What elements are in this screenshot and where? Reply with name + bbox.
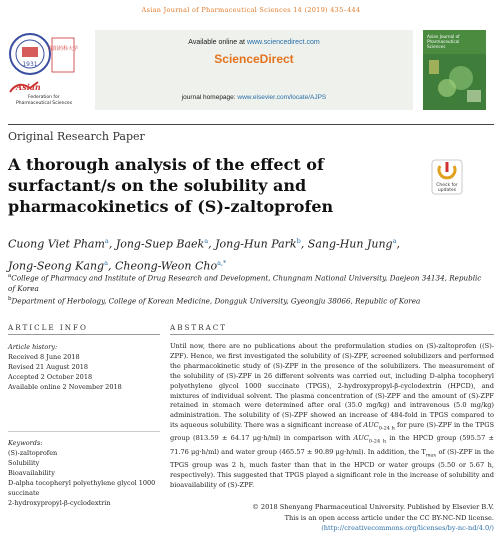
svg-text:Pharmaceutical: Pharmaceutical xyxy=(427,39,460,44)
keyword: Bioavailability xyxy=(8,469,55,477)
auc-subscript: 0-24 h xyxy=(378,425,395,432)
publisher-banner xyxy=(95,30,413,110)
svg-text:Asian: Asian xyxy=(16,82,41,92)
author-list xyxy=(8,232,418,275)
available-online-line xyxy=(95,39,413,46)
article-info-rule xyxy=(8,334,160,335)
history-item: Accepted 2 October 2018 xyxy=(8,373,93,381)
auc-term: AUC xyxy=(363,421,379,430)
auc-subscript: 0-24 h xyxy=(368,438,387,445)
author-name: Jong-Suep Baek xyxy=(115,237,205,251)
journal-header: Asian Journal of Pharmaceutical Sciences 14 (2019) 435–444 xyxy=(141,6,361,14)
header-rule xyxy=(8,124,494,125)
license-line: This is an open access article under the CC BY-NC-ND license. xyxy=(284,513,494,522)
article-history xyxy=(8,342,163,392)
affiliation-mark: a xyxy=(8,273,12,279)
affiliation xyxy=(8,271,488,294)
keywords-label: Keywords: xyxy=(8,439,43,447)
abstract-heading: ABSTRACT xyxy=(170,323,228,332)
svg-text:Check for: Check for xyxy=(436,183,458,188)
svg-text:沈阳药科大学: 沈阳药科大学 xyxy=(47,46,78,52)
journal-homepage-line xyxy=(95,94,413,101)
history-label: Article history: xyxy=(8,343,58,351)
license-link[interactable]: (http://creativecommons.org/licenses/by-nc-nd/4.0/) xyxy=(321,524,494,532)
journal-cover xyxy=(423,30,486,110)
keywords-rule xyxy=(8,431,160,432)
keyword: 2-hydroxypropyl-β-cyclodextrin xyxy=(8,499,111,507)
author-affiliation-mark[interactable]: a xyxy=(392,237,397,245)
affiliation-text: Department of Herbology, College of Korean Medicine, Dongguk University, Gyeongju 38066, Republic of Korea xyxy=(11,296,421,306)
author-name: Cheong-Weon Cho xyxy=(114,259,218,273)
author-affiliation-mark[interactable]: b xyxy=(296,237,301,245)
article-title: A thorough analysis of the effect of surfactant/s on the solubility and pharmacokinetics of (S)-zaltoprofen xyxy=(8,155,334,216)
history-item: Revised 21 August 2018 xyxy=(8,363,89,371)
auc-term: AUC xyxy=(353,434,369,443)
cover-image xyxy=(423,30,486,110)
affiliation-mark: b xyxy=(8,296,12,303)
keyword: D-alpha tocopheryl polyethylene glycol 1000 succinate xyxy=(8,479,156,497)
check-for-updates-badge[interactable] xyxy=(430,158,464,196)
abstract-text xyxy=(170,342,494,491)
keyword: Solubility xyxy=(8,459,40,467)
sciencedirect-link[interactable]: www.sciencedirect.com xyxy=(246,39,320,46)
abstract-part: Until now, there are no publications about the preformulation studies on (S)-zaltoprofen ((S)-ZPF). Hence, we first investigated the solubility of (S)-ZPF, screened solubilizers and performed the pharmacokinetic study of (S)-ZPF in the presence of the solubilizers. The measurement of the solubility of (S)-ZPF in 26 different solvents was carried out, including D-alpha tocopheryl polyethylene glycol 1000 succinate (TPGS), 2-hydroxypropyl-β-cyclodextrin (HPCD), and mixtures of individual solvent. The plasma concentration of (S)-ZPF and the amount of (S)-ZPF retained in stomach were determined after oral (35.0 mg/kg) and intravenous (5.0 mg/kg) administration. The solubility of (S)-ZPF showed an increase of 484-fold in TPGS compared to its aqueous solubility. There was a significant increase of xyxy=(170,342,494,430)
author-separator: , xyxy=(396,237,400,251)
keyword: (S)-zaltoprofen xyxy=(8,449,58,457)
abstract-part: for pure (S)-ZPF in the TPGS group (813.59 ± 64.17 μg·h/ml) in comparison with xyxy=(170,421,495,443)
copyright-line: © 2018 Shenyang Pharmaceutical University. Published by Elsevier B.V. xyxy=(252,503,494,511)
affiliation xyxy=(8,294,488,307)
svg-text:Pharmaceutical Sciences: Pharmaceutical Sciences xyxy=(16,101,73,106)
svg-text:Sciences: Sciences xyxy=(427,44,446,49)
history-item: Available online 2 November 2018 xyxy=(8,383,122,391)
author-name: Sang-Hun Jung xyxy=(307,237,393,251)
svg-text:1931: 1931 xyxy=(22,61,38,68)
svg-text:updates: updates xyxy=(437,188,457,193)
affiliation-list xyxy=(8,271,488,307)
check-for-updates-icon xyxy=(430,158,464,196)
author-separator: , xyxy=(107,259,115,273)
abstract-rule xyxy=(170,334,494,335)
homepage-prefix: journal homepage: xyxy=(181,94,238,101)
abstract-part: of (S)-ZPF in the TPGS group was 2 h, much faster than that in the HPCD or water groups (5.50 or 5.67 h, respectively). This suggested that TPGS played a significant role in the increase of solubility and bioavailability of (S)-ZPF. xyxy=(170,447,494,489)
author-affiliation-mark[interactable]: a xyxy=(104,258,108,267)
author-name: Cuong Viet Pham xyxy=(8,237,105,251)
author-affiliation-mark[interactable]: a xyxy=(104,237,109,245)
copyright-block xyxy=(170,502,494,534)
svg-text:Asian Journal of: Asian Journal of xyxy=(427,34,460,39)
history-item: Received 8 June 2018 xyxy=(8,353,80,361)
journal-homepage-link[interactable]: www.elsevier.com/locate/AJPS xyxy=(237,94,327,101)
author-separator: , xyxy=(300,237,308,251)
article-info-heading: ARTICLE INFO xyxy=(8,323,88,332)
society-logo xyxy=(8,30,78,110)
society-seal-icon xyxy=(8,30,78,110)
svg-text:Federation for: Federation for xyxy=(28,95,60,100)
abstract-part: in the HPCD group (595.57 ± 71.76 μg·h/ml) and water group (465.57 ± 90.89 μg·h/ml). In addition, the T xyxy=(170,434,495,456)
author-name: Jong-Seong Kang xyxy=(8,259,105,273)
sciencedirect-brand: ScienceDirect xyxy=(214,52,294,66)
tmax-subscript: max xyxy=(425,452,437,458)
author-affiliation-mark[interactable]: a,* xyxy=(217,258,227,267)
author-separator: , xyxy=(208,237,216,251)
available-prefix: Available online at xyxy=(188,39,247,46)
affiliation-text: College of Pharmacy and Institute of Drug Research and Development, Chungnam National University, Daejeon 34134, Republic of Korea xyxy=(8,273,482,293)
author-separator: , xyxy=(108,237,116,251)
author-affiliation-mark[interactable]: a xyxy=(204,237,209,245)
article-type: Original Research Paper xyxy=(8,130,145,143)
keywords-block xyxy=(8,438,163,508)
author-name: Jong-Hun Park xyxy=(215,237,297,251)
